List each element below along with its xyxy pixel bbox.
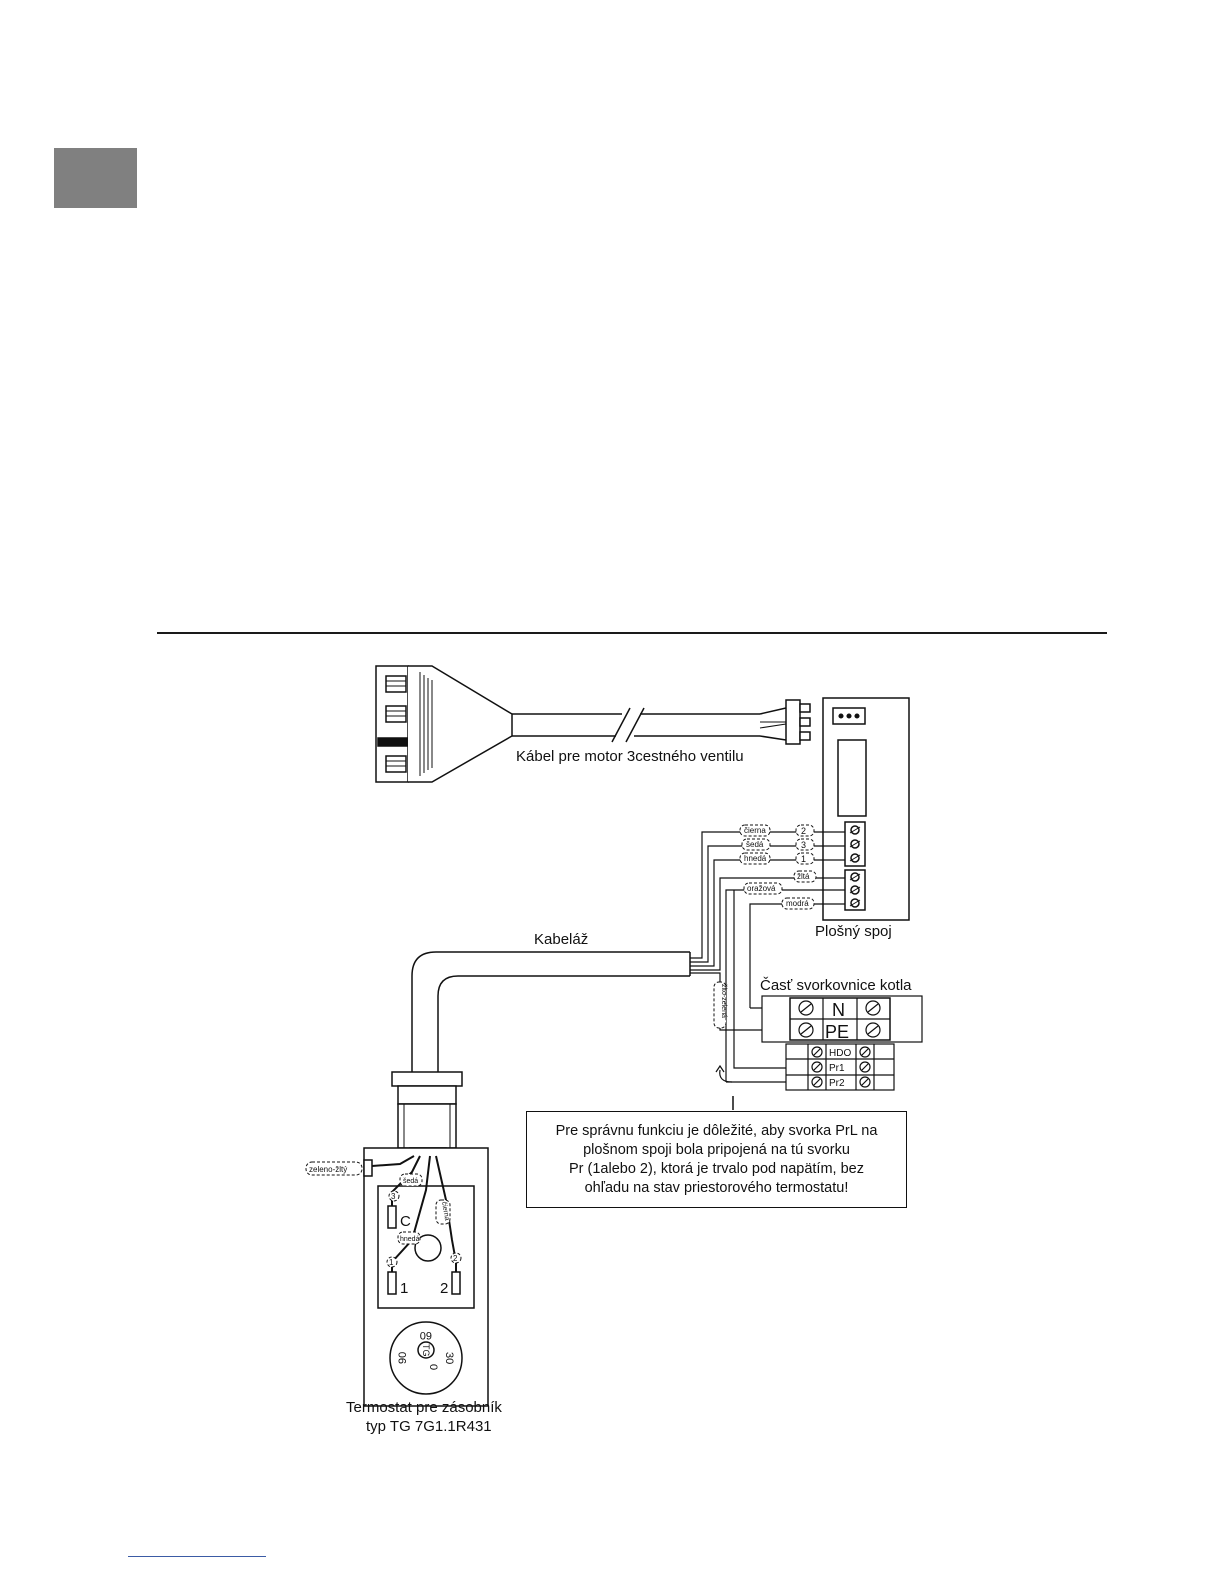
dial-bottom: 0: [427, 1364, 439, 1371]
dial-top: 60: [419, 1329, 432, 1341]
terminal-n: N: [832, 1000, 845, 1020]
contact-2-label: 2: [440, 1280, 449, 1297]
thermostat-caption-2: typ TG 7G1.1R431: [366, 1418, 492, 1435]
wire-number-1: 1: [801, 854, 807, 864]
wire-label-zlto-zelena: žlto-zelená: [720, 984, 727, 1018]
cable-harness: [412, 832, 845, 1082]
motor-connector: [376, 666, 512, 782]
thermostat-wire-num-3: 3: [391, 1192, 396, 1201]
wire-label-cierna-thermostat: čierna: [440, 1201, 451, 1222]
wire-label-zlta: žltá: [797, 872, 810, 881]
motor-cable-label: Kábel pre motor 3cestného ventilu: [516, 748, 744, 765]
dial-center: TG: [421, 1344, 431, 1357]
wire-label-seda-thermostat: šedá: [403, 1178, 419, 1185]
pcb-board: [823, 698, 909, 920]
wire-label-cierna: čierna: [744, 826, 766, 835]
thermostat-caption-1: Termostat pre zásobník: [346, 1399, 502, 1416]
wire-tags: [740, 825, 816, 909]
wire-number-3: 3: [801, 840, 807, 850]
note-line-4: ohľadu na stav priestorového termostatu!: [584, 1179, 849, 1196]
motor-cable: [512, 700, 810, 744]
contact-c-label: C: [400, 1213, 411, 1230]
wire-label-modra: modrá: [786, 899, 809, 908]
footnote-rule: [128, 1556, 266, 1557]
dial-left: 90: [397, 1351, 409, 1364]
wire-label-oranzova: oražová: [747, 884, 776, 893]
terminal-pr1: Pr1: [829, 1063, 845, 1074]
dial-right: 30: [443, 1352, 455, 1365]
wire-label-hneda-thermostat: hnedá: [400, 1236, 420, 1243]
important-note: [526, 1111, 907, 1208]
wire-label-hneda: hnedá: [744, 854, 767, 863]
thermostat-wire-num-2: 2: [453, 1254, 458, 1263]
pcb-label: Plošný spoj: [815, 923, 892, 940]
wire-label-zeleno-zlty: zeleno-žltý: [309, 1165, 348, 1174]
note-line-2: plošnom spoji bola pripojená na tú svorku: [583, 1141, 850, 1158]
terminal-block-label: Časť svorkovnice kotla: [760, 977, 912, 994]
contact-1-label: 1: [400, 1280, 409, 1297]
terminal-hdo: HDO: [829, 1048, 852, 1059]
wire-label-seda: šedá: [746, 840, 764, 849]
wire-number-2: 2: [801, 826, 807, 836]
terminal-pe: PE: [825, 1022, 850, 1042]
note-line-3: Pr (1alebo 2), ktorá je trvalo pod napätím, bez: [568, 1160, 864, 1177]
thermostat-wire-num-1: 1: [389, 1258, 394, 1267]
note-line-1: Pre správnu funkciu je dôležité, aby svorka PrL na: [555, 1122, 878, 1139]
terminal-pr2: Pr2: [829, 1078, 845, 1089]
cabling-label: Kabeláž: [534, 931, 589, 948]
